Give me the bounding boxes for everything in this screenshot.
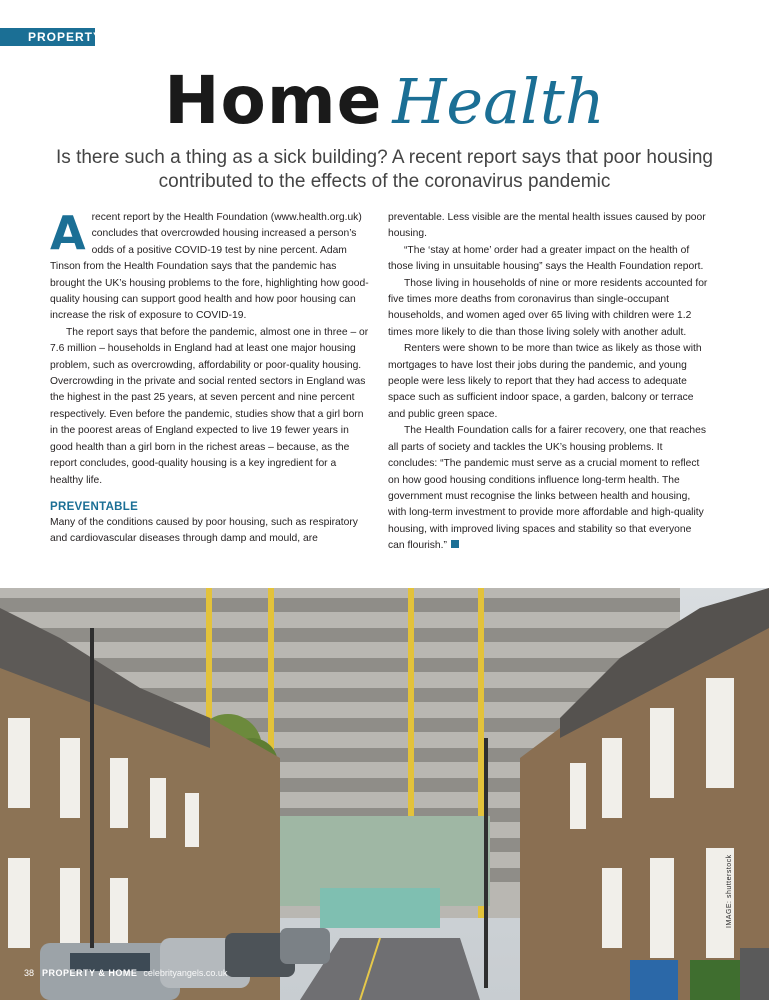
paragraph: “The ‘stay at home’ order had a greater impact on the health of those living in unsuitable housing” says the Health Foundation report. [388,244,704,273]
paragraph: The report says that before the pandemic, almost one in three – or 7.6 million – households in England had at least one major housing problem, such as overcrowding, affordability or poor-quality housing. Overcrowding in the private and social rented sectors in England was the highest in the past 25 years, at seven percent and nine percent respectively. Even before the pandemic, studies show that a girl born in the poorest areas of England expected to live 19 fewer years in good health than a girl born in the richest areas – because, as the report concludes, good-quality housing is a key ingredient for a healthy life. [50,326,369,486]
drop-cap: A [50,206,86,260]
lead-paragraph [50,206,370,325]
headline-bold: Home [164,62,383,139]
headline [0,62,769,139]
paragraph: Those living in households of nine or more residents accounted for five times more deaths from coronavirus than single-occupant households, and women aged over 65 living with children were 1.2 times more likely to die than those living solely with another adult. [388,277,708,338]
column-left [50,206,370,548]
lead-text: recent report by the Health Foundation (www.health.org.uk) concludes that overcrowded housing increased a person’s odds of a positive COVID-19 test by nine percent. Adam Tinson from the Health Foundation says that the pandemic has brought the UK’s housing problems to the fore, highlighting how good-quality housing can support good health and how poor housing can increase the risk of exposure to COVID-19. [50,212,369,322]
end-mark-icon [451,540,459,548]
page-footer [24,966,227,980]
page-number: 38 [24,968,35,978]
section-tag: PROPERTY [0,28,95,46]
headline-script: Health [392,65,605,138]
column-right [388,210,708,555]
paragraph: Many of the conditions caused by poor housing, such as respiratory and cardiovascular diseases through damp and mould, are [50,516,358,545]
paragraph: Renters were shown to be more than twice as likely as those with mortgages to have lost their jobs during the pandemic, and young people were less likely to report that they had access to adequate space such as sufficient indoor space, a garden, balcony or terrace and public green space. [388,343,702,420]
paragraph: preventable. Less visible are the mental health issues caused by poor housing. [388,212,706,240]
paragraph-final [388,423,708,554]
magazine-site: celebrityangels.co.uk [143,968,228,978]
street-scene-illustration [0,588,769,1000]
final-text: The Health Foundation calls for a fairer recovery, one that reaches all parts of society and tackles the UK’s housing problems. It concludes: “The pandemic must serve as a crucial moment to reflect on how good housing conditions influence long-term health. The government must recognise the links between health and housing, with long-term investment to provide more affordable and high-quality housing, with improved living spaces and stability so that everyone can flourish.” [388,425,707,552]
subhead-preventable: PREVENTABLE [50,500,139,513]
street-photo [0,588,769,1000]
photo-credit: IMAGE: shutterstock [726,854,733,928]
article-body [50,206,720,572]
standfirst: Is there such a thing as a sick building? A recent report says that poor housing contributed to the effects of the coronavirus pandemic [56,147,713,192]
magazine-name: PROPERTY & HOME [42,968,138,978]
